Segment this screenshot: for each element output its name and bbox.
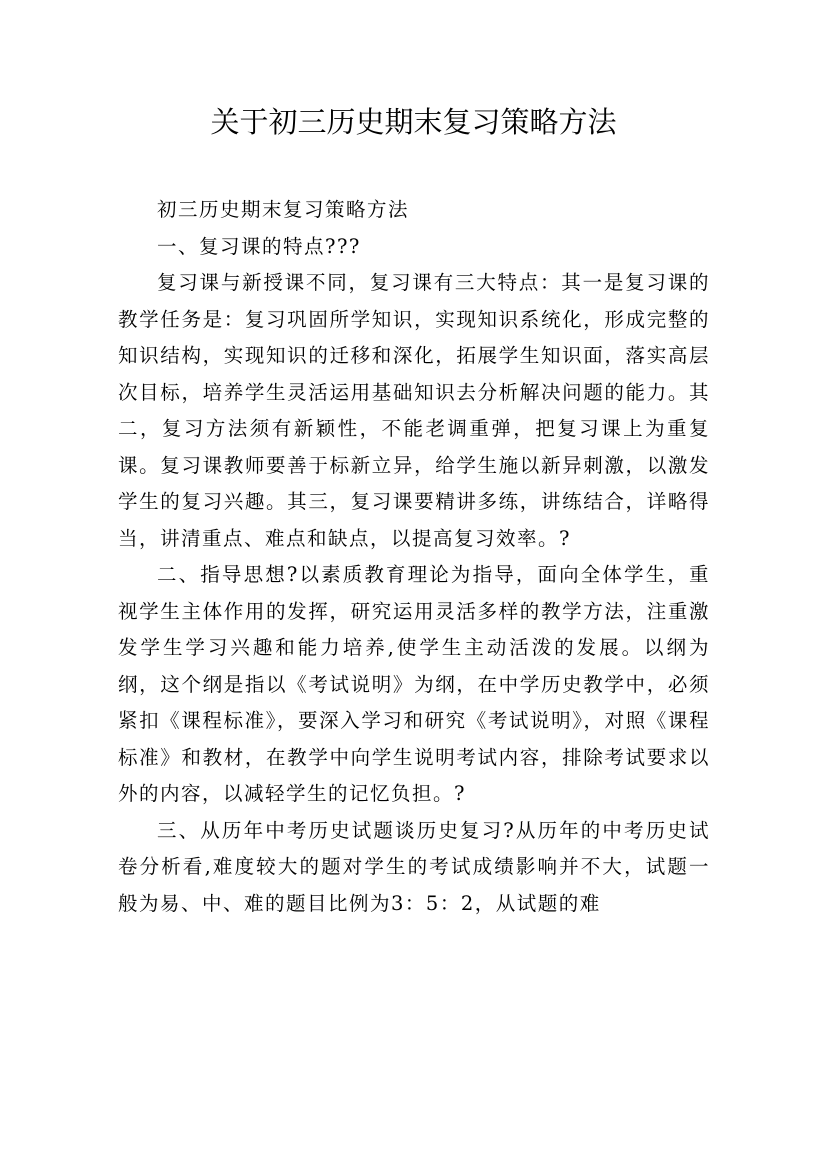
paragraph-subtitle: 初三历史期末复习策略方法 [157, 198, 410, 221]
document-title: 关于初三历史期末复习策略方法 [210, 105, 617, 139]
document-body [118, 192, 710, 922]
paragraph-section-2: 二、指导思想?以素质教育理论为指导，面向全体学生，重视学生主体作用的发挥，研究运用灵活多样的教学方法，注重激发学生学习兴趣和能力培养,使学生主动活泼的发展。以纲为纲，这个纲是指以《考试说明》为纲，在中学历史教学中，必须紧扣《课程标准》，要深入学习和研究《考试说明》，对照《课程标准》和教材，在教学中向学生说明考试内容，排除考试要求以外的内容，以减轻学生的记忆负担。? [118, 563, 710, 805]
paragraph-section-1-body: 复习课与新授课不同，复习课有三大特点：其一是复习课的教学任务是：复习巩固所学知识，实现知识系统化，形成完整的知识结构，实现知识的迁移和深化，拓展学生知识面，落实高层次目标，培养学生灵活运用基础知识去分析解决问题的能力。其二，复习方法须有新颖性，不能老调重弹，把复习课上为重复课。复习课教师要善于标新立异，给学生施以新异刺激，以激发学生的复习兴趣。其三，复习课要精讲多练，讲练结合，详略得当，讲清重点、难点和缺点，以提高复习效率。? [118, 271, 710, 550]
paragraph-section-3: 三、从历年中考历史试题谈历史复习?从历年的中考历史试卷分析看,难度较大的题对学生的考试成绩影响并不大，试题一般为易、中、难的题目比例为3：5：2，从试题的难 [118, 818, 710, 915]
paragraph-section-1-heading: 一、复习课的特点??? [157, 234, 361, 258]
